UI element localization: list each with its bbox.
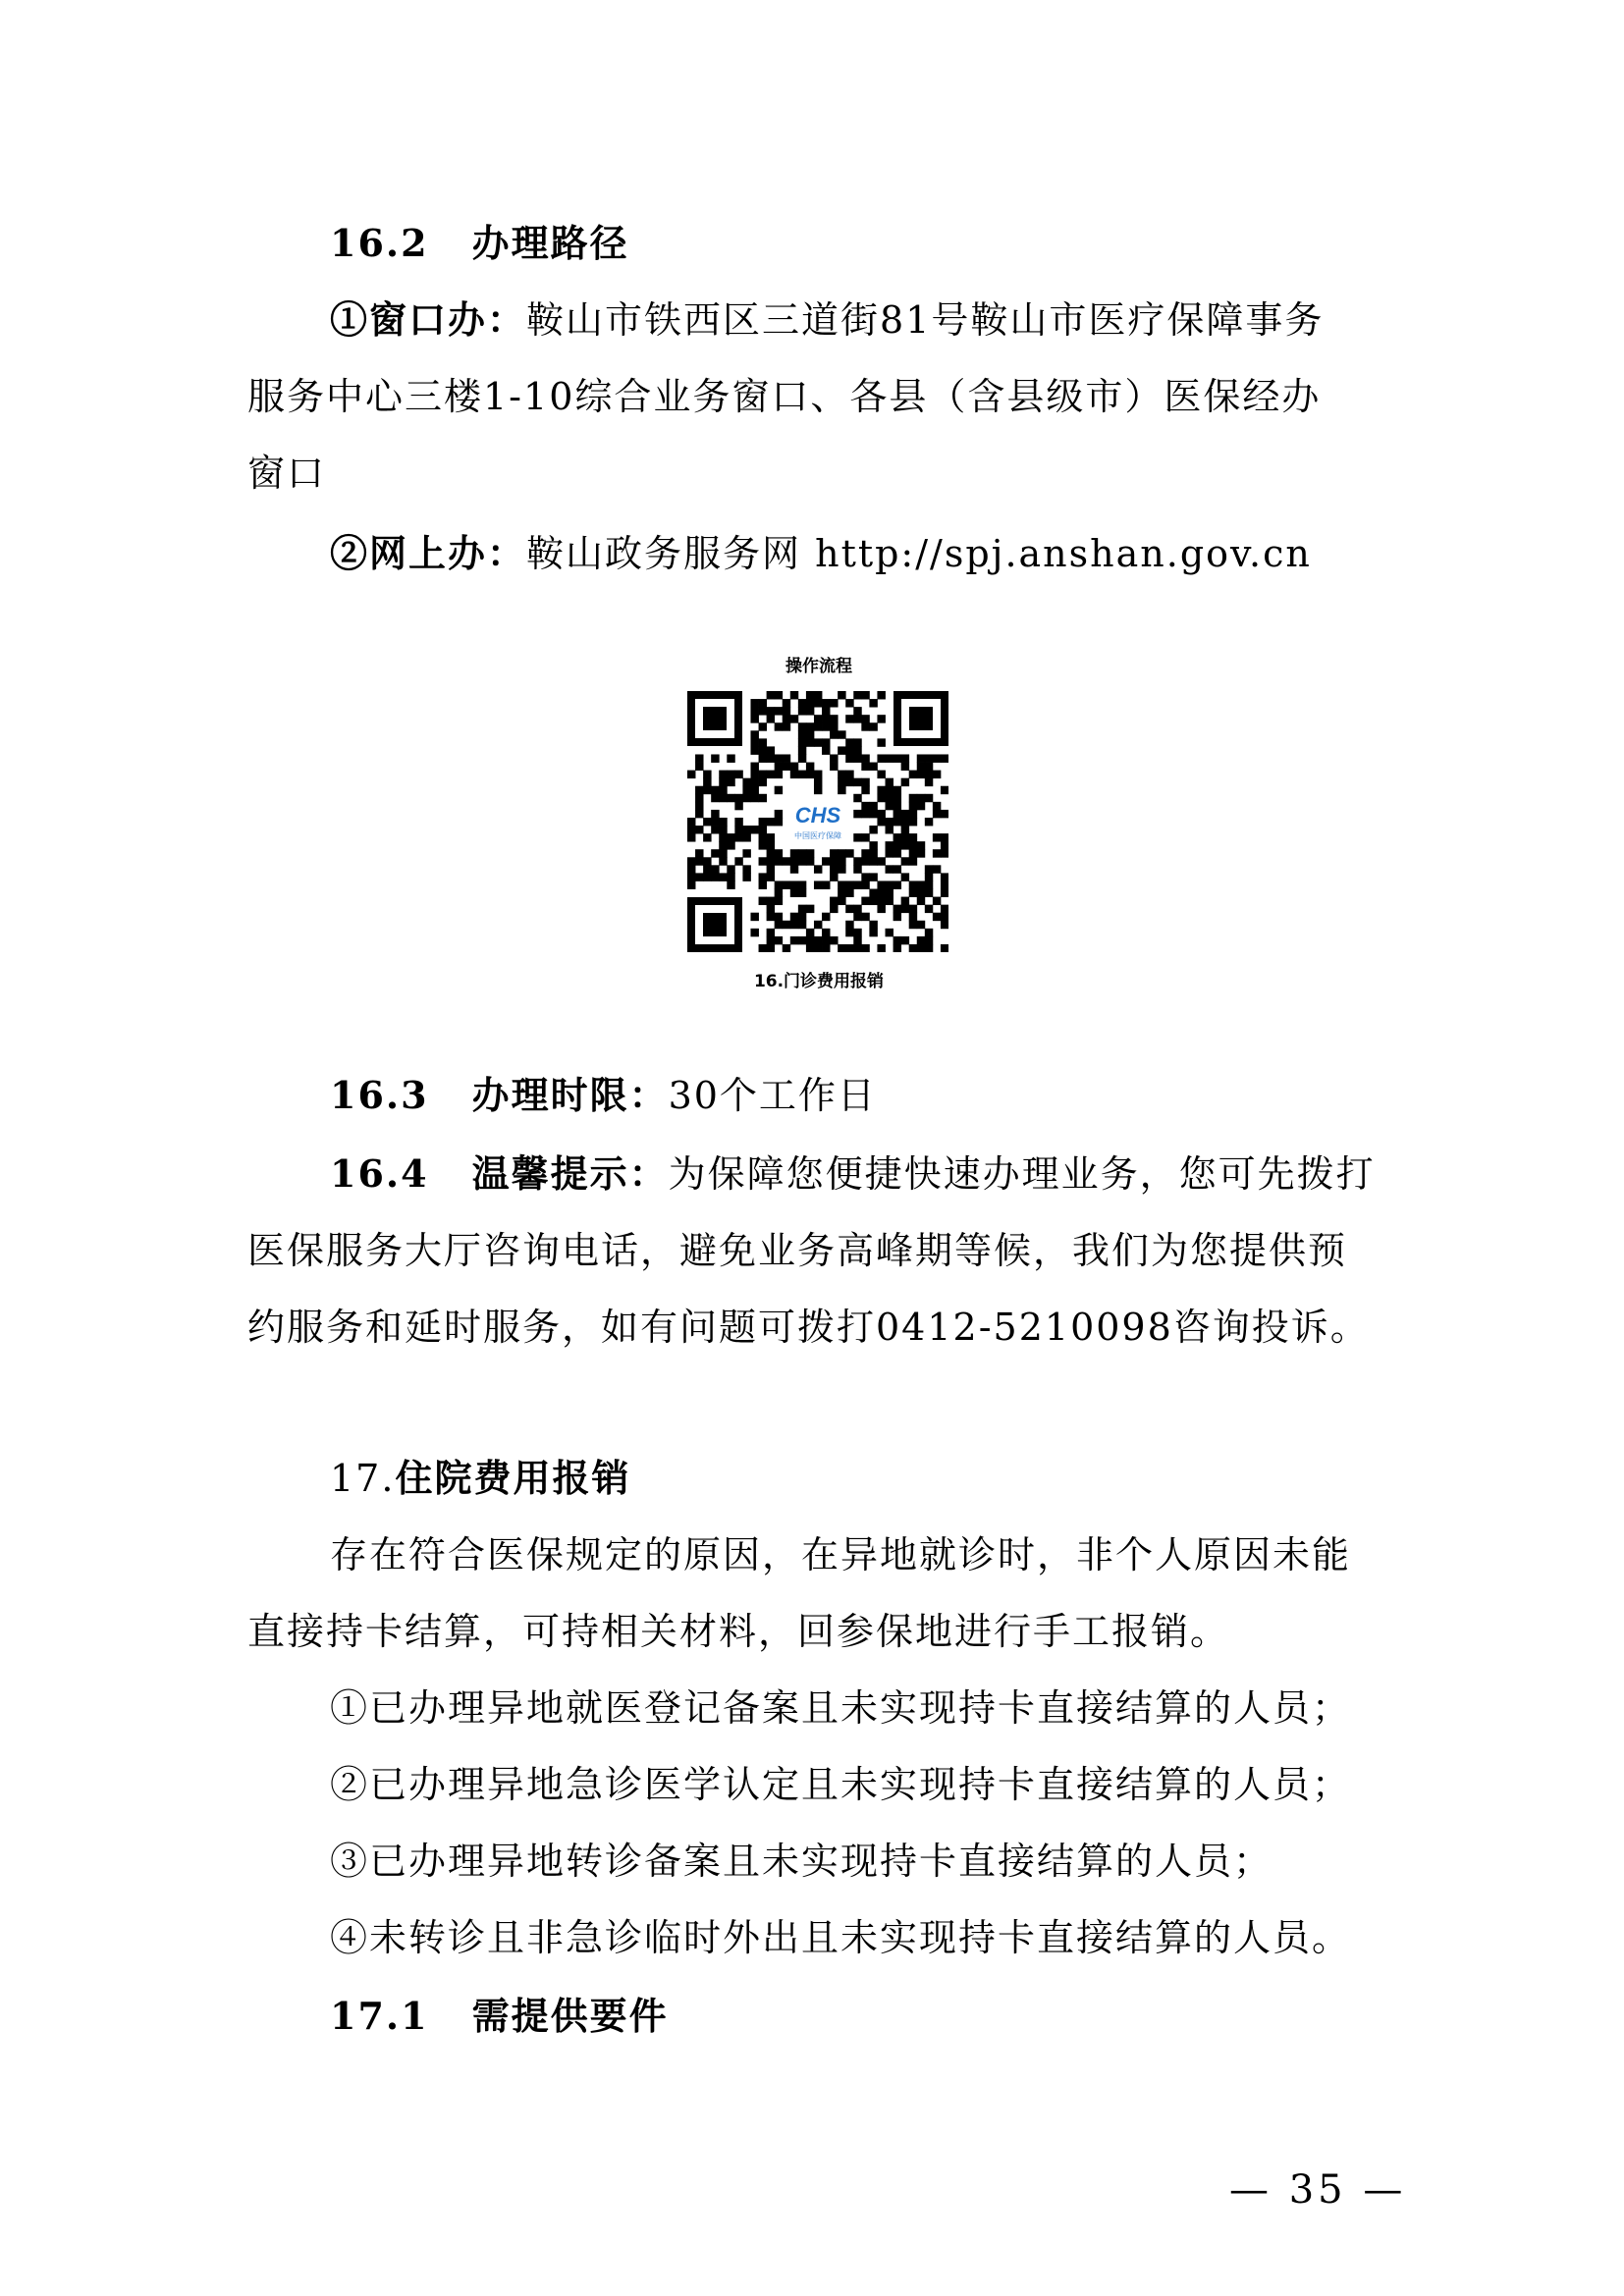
list-item: ①已办理异地就医登记备案且未实现持卡直接结算的人员； bbox=[330, 1686, 1352, 1730]
section-title: 办理时限： bbox=[471, 1073, 669, 1117]
window-service-line-1 bbox=[330, 296, 1324, 344]
window-service-line-3: 窗口 bbox=[247, 452, 327, 495]
online-service-line bbox=[330, 530, 1312, 577]
chs-logo-text: CHS bbox=[794, 803, 841, 828]
section-16-4-line-1 bbox=[330, 1150, 1376, 1198]
qr-caption: 16.门诊费用报销 bbox=[753, 972, 885, 991]
list-item: ②已办理异地急诊医学认定且未实现持卡直接结算的人员； bbox=[330, 1763, 1352, 1806]
tips-text-3: 约服务和延时服务，如有问题可拨打0412-5210098咨询投诉。 bbox=[247, 1306, 1370, 1349]
list-item: ④未转诊且非急诊临时外出且未实现持卡直接结算的人员。 bbox=[330, 1916, 1352, 1959]
section-16-3 bbox=[330, 1072, 877, 1119]
tips-text-1: 为保障您便捷快速办理业务，您可先拨打 bbox=[668, 1152, 1376, 1196]
processing-time: 30个工作日 bbox=[668, 1074, 877, 1117]
chs-logo-subtext: 中国医疗保障 bbox=[794, 831, 841, 840]
window-service-label: ①窗口办： bbox=[330, 297, 527, 342]
section-number: 17.1 bbox=[330, 1994, 429, 2038]
section-number: 16.4 bbox=[330, 1151, 429, 1196]
section-number: 16.2 bbox=[330, 221, 429, 265]
section-16-2-heading bbox=[330, 220, 629, 267]
window-service-text-1: 鞍山市铁西区三道街81号鞍山市医疗保障事务 bbox=[526, 298, 1325, 342]
qr-code[interactable] bbox=[687, 691, 948, 952]
online-service-text: 鞍山政务服务网 http://spj.anshan.gov.cn bbox=[526, 532, 1312, 575]
section-title: 温馨提示： bbox=[471, 1151, 669, 1196]
list-item: ③已办理异地转诊备案且未实现持卡直接结算的人员； bbox=[330, 1840, 1273, 1883]
section-17-title bbox=[330, 1455, 630, 1502]
section-17-intro-1: 存在符合医保规定的原因，在异地就诊时，非个人原因未能 bbox=[330, 1533, 1352, 1576]
online-service-label: ②网上办： bbox=[330, 531, 527, 575]
qr-code-image bbox=[687, 691, 948, 952]
page-number: — 35 — bbox=[1229, 2167, 1407, 2213]
section-title: 需提供要件 bbox=[471, 1994, 669, 2038]
section-17-1-heading bbox=[330, 1993, 669, 2040]
qr-title: 操作流程 bbox=[785, 657, 852, 676]
section-number: 16.3 bbox=[330, 1073, 429, 1117]
section-17-number: 17. bbox=[330, 1457, 396, 1500]
section-title: 办理路径 bbox=[471, 221, 629, 265]
section-17-intro-2: 直接持卡结算，可持相关材料，回参保地进行手工报销。 bbox=[247, 1610, 1230, 1653]
section-17-title-text: 住院费用报销 bbox=[395, 1457, 631, 1500]
tips-text-2: 医保服务大厅咨询电话，避免业务高峰期等候，我们为您提供预 bbox=[247, 1229, 1348, 1272]
window-service-line-2: 服务中心三楼1-10综合业务窗口、各县（含县级市）医保经办 bbox=[247, 375, 1322, 418]
